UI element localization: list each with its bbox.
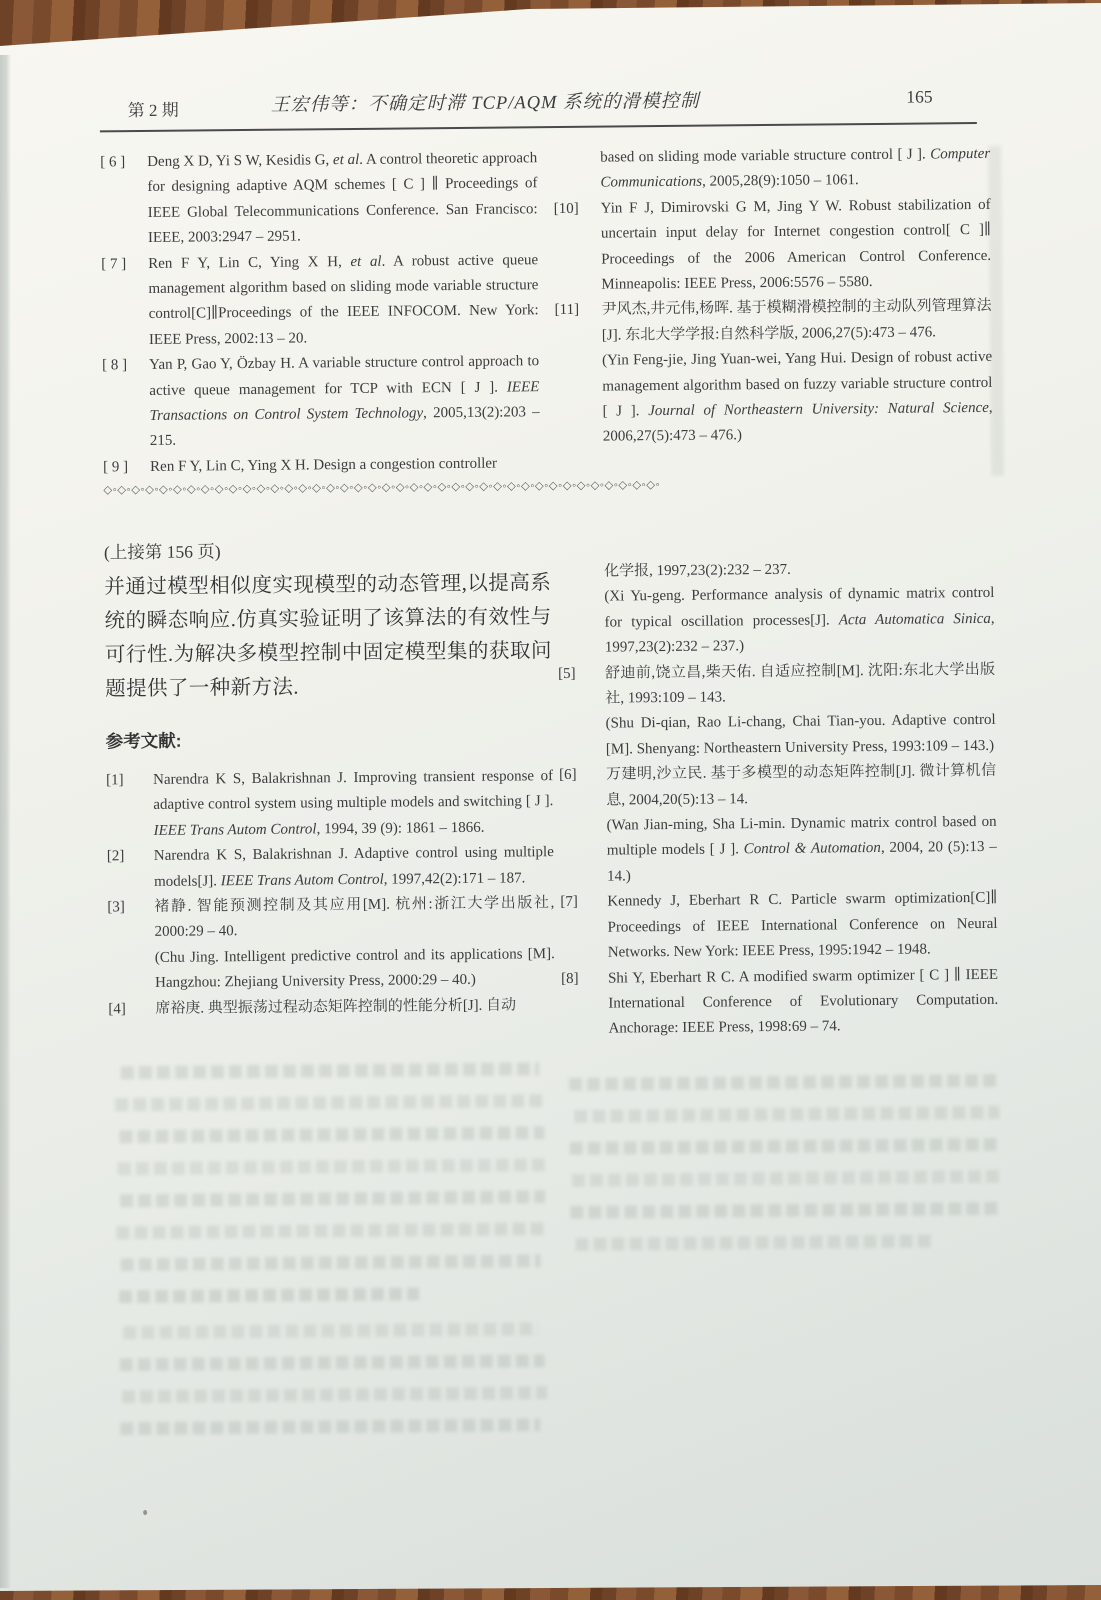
reference-entry [107, 840, 554, 895]
reference-entry [558, 657, 995, 712]
reference-text: Ren F Y, Lin C, Ying X H, et al. A robust active queue management algorithm based on sliding mode variable structure control[C]∥Proceedings of the IEEE INFOCOM. New York: IEEE Press, 2002:13 – 20. [148, 251, 539, 348]
paper-speck [143, 1510, 147, 1515]
header-page-number: 165 [906, 86, 933, 107]
reference-text: (Yin Feng-jie, Jing Yuan-wei, Yang Hui. Design of robust active management algorithm based on fuzzy variable structure control [ J ]. Journal of Northeastern University: Natural Science, 2006,27(5):473 – 476.) [602, 349, 993, 446]
reference-text: (Xi Yu-geng. Performance analysis of dynamic matrix control for typical oscillation processes[J]. Acta Automatica Sinica, 1997,23(2):232 – 237.) [604, 585, 995, 656]
reference-label: [11] [554, 302, 580, 319]
bleed-through-artifact [120, 1190, 545, 1207]
reference-text: 化学报, 1997,23(2):232 – 237. [604, 561, 791, 580]
reference-label: [2] [106, 848, 125, 865]
bleed-through-artifact [119, 1287, 419, 1303]
reference-label: [7] [560, 894, 578, 911]
references-top-right-column [553, 142, 993, 451]
reference-text: 褚静. 智能预测控制及其应用[M]. 杭州:浙江大学出版社, 2000:29 – 40. [154, 895, 555, 941]
reference-text: (Wan Jian-ming, Sha Li-min. Dynamic matrix control based on multiple models [ J ]. Control & Automation, 2004, 20 (5):13 – 14.) [606, 813, 997, 885]
header-issue: 第 2 期 [127, 100, 179, 121]
reference-text: Shi Y, Eberhart R C. A modified swarm optimizer [ C ] ∥ IEEE International Conference of Evolutionary Computation. Anchorage: IEEE Press, 1998:69 – 74. [607, 966, 999, 1037]
bleed-through-artifact [570, 1202, 1000, 1219]
reference-text: Narendra K S, Balakrishnan J. Improving transient response of adaptive control system using multiple models and switching [ J ]. IEEE Trans Autom Control, 1994, 39 (9): 1861 – 1866. [153, 768, 554, 839]
reference-entry [108, 942, 555, 997]
reference-text: 舒迪前,饶立昌,柴天佑. 自适应控制[M]. 沈阳:东北大学出版社, 1993:109 – 143. [605, 661, 996, 707]
reference-entry [559, 810, 997, 890]
reference-text: (Chu Jing. Intelligent predictive control and its applications [M]. Hangzhou: Zhejiang University Press, 2000:29 – 40.) [154, 945, 555, 992]
bleed-through-artifact [118, 1158, 546, 1175]
reference-entry [554, 193, 992, 299]
reference-label: [4] [108, 1000, 126, 1018]
continued-from-note: (上接第 156 页) [103, 541, 221, 563]
bleed-through-artifact [119, 1126, 544, 1143]
article-divider-ornament: ◇◦◇◦◇◦◇◦◇◦◇◦◇◦◇◦◇◦◇◦◇◦◇◦◇◦◇◦◇◦◇◦◇◦◇◦◇◦◇◦◇◦◇◦◇◦◇◦◇◦◇◦◇◦◇◦◇◦◇◦◇◦◇◦◇◦◇◦◇◦◇◦◇◦◇◦◇◦◇◦ [103, 479, 661, 497]
reference-text: Yan P, Gao Y, Özbay H. A variable structure control approach to active queue management for TCP with ECN [ J ]. IEEE Transactions on Control System Technology, 2005,13(2):203 – 215. [149, 353, 540, 450]
reference-label: [1] [106, 772, 124, 789]
reference-label: [5] [558, 665, 576, 682]
bleed-through-artifact [576, 1234, 936, 1250]
reference-text: Ren F Y, Lin C, Ying X H. Design a congestion controller [150, 455, 498, 475]
reference-label: [3] [107, 899, 125, 916]
reference-entry [559, 759, 996, 814]
reference-entry [106, 764, 554, 845]
bleed-through-artifact [570, 1138, 1000, 1155]
bleed-through-artifact [988, 146, 1007, 476]
bleed-through-artifact [569, 1074, 999, 1091]
reference-label: [ 8 ] [102, 357, 128, 374]
reference-text: Kennedy J, Eberhart R C. Particle swarm optimization[C]∥ Proceedings of IEEE International Conference on Neural Networks. New York: IEEE Press, 1995:1942 – 1948. [607, 890, 998, 961]
reference-entry [103, 451, 540, 481]
page-left-edge-shadow [0, 55, 11, 1588]
reference-text: 席裕庚. 典型振荡过程动态矩阵控制的性能分析[J]. 自动 [155, 997, 517, 1017]
reference-text: Yin F J, Dimirovski G M, Jing Y W. Robust stabilization of uncertain input delay for Internet congestion control[ C ]∥ Proceedings of the 2006 American Control Conference. Minneapolis: IEEE Press, 2006:5576 – 5580. [600, 196, 992, 293]
reference-label: [8] [560, 970, 579, 987]
reference-label: [10] [553, 200, 579, 217]
reference-entry [555, 345, 993, 451]
reference-text: (Shu Di-qian, Rao Li-chang, Chai Tian-you. Adaptive control [M]. Shenyang: Northeastern University Press, 1993:109 – 143.) [605, 712, 996, 758]
references-bottom-left-list [106, 764, 555, 1022]
header-rule [100, 122, 977, 132]
reference-label: [6] [559, 767, 577, 784]
reference-entry [560, 886, 998, 966]
reference-entry [555, 294, 992, 349]
bleed-through-artifact [121, 1062, 539, 1079]
bleed-through-artifact [572, 1170, 1000, 1187]
reference-label: [ 6 ] [100, 154, 126, 171]
reference-text: Narendra K S, Balakrishnan J. Adaptive control using multiple models[J]. IEEE Trans Autom Control, 1997,42(2):171 – 187. [153, 844, 554, 890]
bleed-through-artifact [115, 1094, 543, 1111]
references-top-left-column [100, 146, 540, 480]
reference-entry [557, 581, 995, 661]
references-heading: 参考文献: [105, 730, 182, 751]
bleed-through-artifact [120, 1354, 545, 1371]
continued-article-left-column [104, 536, 556, 1022]
reference-entry [561, 962, 999, 1042]
reference-label: [ 7 ] [101, 255, 127, 273]
reference-text: 尹风杰,井元伟,杨晖. 基于模糊滑模控制的主动队列管理算法[J]. 东北大学学报:自然科学版, 2006,27(5):473 – 476. [601, 298, 992, 344]
reference-entry [102, 349, 540, 455]
bleed-through-artifact [122, 1386, 547, 1403]
header-running-title: 王宏伟等：不确定时滞 TCP/AQM 系统的滑模控制 [270, 91, 700, 116]
reference-entry [553, 142, 990, 197]
bleed-through-artifact [123, 1322, 538, 1339]
reference-label: [ 9 ] [103, 459, 129, 476]
reference-entry [558, 708, 995, 763]
reference-text: 万建明,沙立民. 基于多模型的动态矩阵控制[J]. 微计算机信息, 2004,20(5):13 – 14. [606, 763, 997, 809]
reference-entry [107, 891, 554, 946]
bleed-through-artifact [121, 1254, 541, 1271]
reference-entry [100, 146, 538, 252]
reference-text: based on sliding mode variable structure control [ J ]. Computer Communications, 2005,28(9):1050 – 1061. [600, 145, 991, 192]
reference-entry [108, 993, 555, 1023]
continued-paragraph: 并通过模型相似度实现模型的动态管理,以提高系统的瞬态响应.仿真实验证明了该算法的有效性与可行性.为解决多模型控制中固定模型集的获取问题提供了一种新方法. [104, 572, 553, 701]
references-bottom-right-column [557, 556, 999, 1043]
bleed-through-artifact [120, 1418, 540, 1435]
bleed-through-artifact [574, 1106, 999, 1123]
reference-text: Deng X D, Yi S W, Kesidis G, et al. A control theoretic approach for designing adaptive AQM schemes [ C ] ∥ Proceedings of IEEE Global Telecommunications Conference. San Francisco: IEEE, 2003:2947 – 2951. [147, 150, 538, 247]
bleed-through-artifact [116, 1222, 544, 1239]
reference-entry [101, 248, 539, 354]
